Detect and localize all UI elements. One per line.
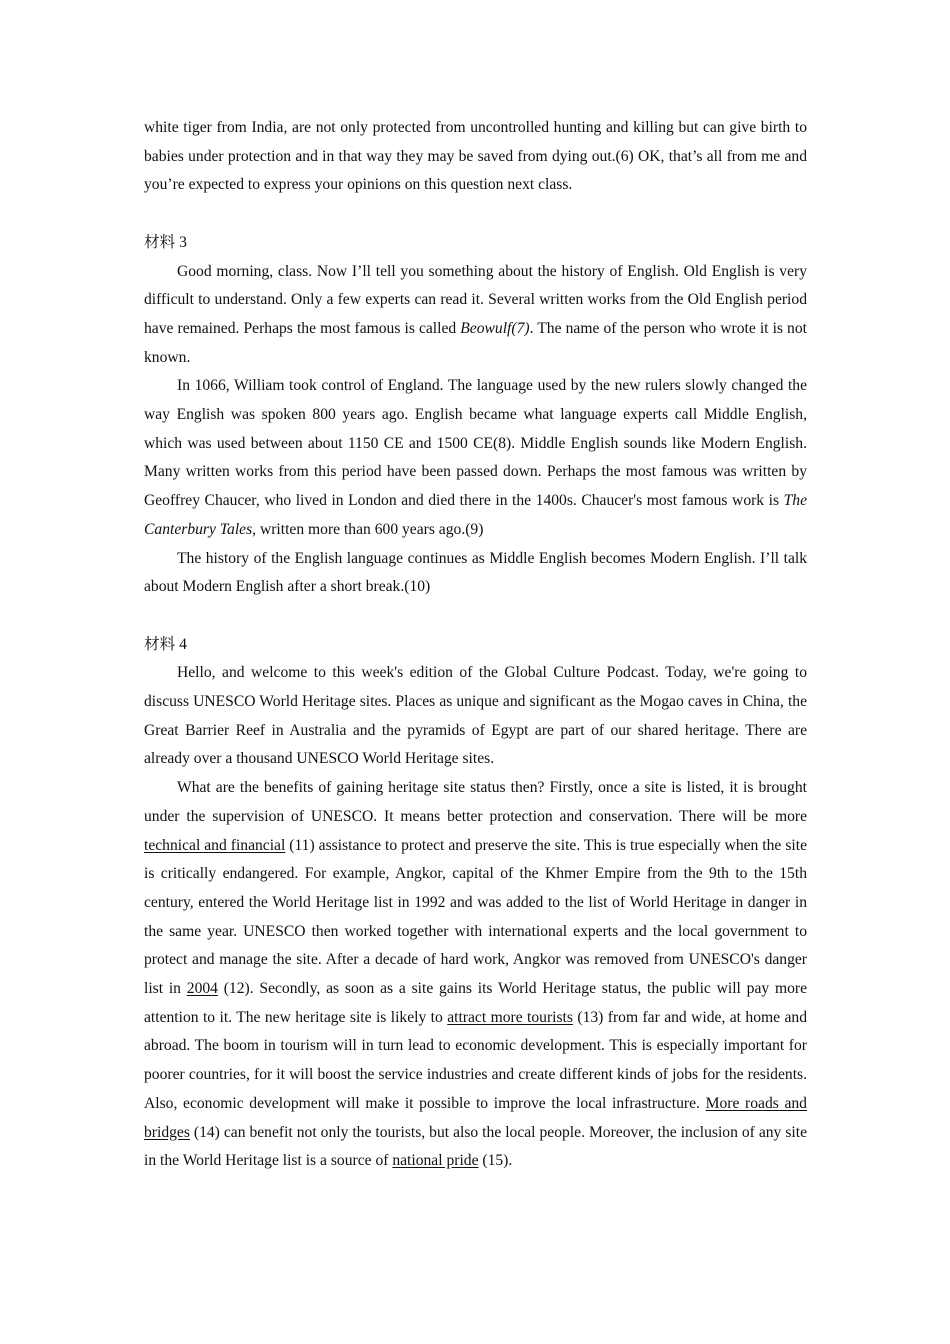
material-3-paragraph-2 <box>144 372 807 544</box>
material-3-paragraph-1 <box>144 258 807 373</box>
section-gap <box>144 602 807 631</box>
text-run: Good morning, class. Now I’ll tell you something about the history of English. Old English is very difficult to understand. Only a few experts can read it. Several written works from the Old English period have remained. Perhaps the most famous is called <box>144 262 807 337</box>
material-3-heading: 材料 3 <box>144 233 187 251</box>
italic-title: The Canterbury Tales <box>144 492 807 538</box>
text-run: . The name of the person who wrote it is not known. <box>144 319 807 366</box>
answer-blank-12: 2004 <box>186 980 218 998</box>
text-run: The history of the English language continues as Middle English becomes Modern English. I’ll talk about Modern English after a short break.(10) <box>144 549 807 596</box>
italic-title: Beowulf(7) <box>460 319 530 337</box>
answer-blank-15: national pride <box>392 1152 479 1170</box>
text-run: In 1066, William took control of England. The language used by the new rulers slowly changed the way English was spoken 800 years ago. English became what language experts call Middle English, which was used between about 1150 CE and 1500 CE(8). Middle English sounds like Modern English. Many written works from this period have been passed down. Perhaps the most famous was written by Geoffrey Chaucer, who lived in London and died there in the 1400s. Chaucer's most famous work is <box>144 377 807 510</box>
answer-blank-14: More roads and bridges <box>144 1094 807 1141</box>
answer-blank-13: attract more tourists <box>447 1008 573 1026</box>
material-4-heading: 材料 4 <box>144 635 187 653</box>
intro-continuation-paragraph <box>144 114 807 200</box>
text-run: Hello, and welcome to this week's edition of the Global Culture Podcast. Today, we're going to discuss UNESCO World Heritage sites. Places as unique and significant as the Mogao caves in China, the Great Barrier Reef in Australia and the pyramids of Egypt are part of our shared heritage. There are already over a thousand UNESCO World Heritage sites. <box>144 664 807 768</box>
material-4-paragraph-2 <box>144 774 807 1176</box>
text-run: (14) can benefit not only the tourists, but also the local people. Moreover, the inclusion of any site in the World Heritage list is a source of <box>144 1123 807 1170</box>
text-run: (11) assistance to protect and preserve the site. This is true especially when the site is critically endangered. For example, Angkor, capital of the Khmer Empire from the 9th to the 15th century, entered the World Heritage list in 1992 and was added to the list of World Heritage in danger in the same year. UNESCO then worked together with international experts and the local government to protect and manage the site. After a decade of hard work, Angkor was removed from UNESCO's danger list in <box>144 836 807 998</box>
material-4-paragraph-1 <box>144 659 807 774</box>
document-page <box>144 114 807 1176</box>
material-4-section <box>144 631 807 1176</box>
text-run: (13) from far and wide, at home and abroad. The boom in tourism will in turn lead to economic development. This is especially important for poorer countries, for it will boost the service industries and create different kinds of jobs for the residents. Also, economic development will make it possible to improve the local infrastructure. <box>144 1008 807 1112</box>
material-3-section <box>144 229 807 602</box>
section-gap <box>144 200 807 229</box>
material-3-paragraph-3 <box>144 545 807 602</box>
answer-blank-11: technical and financial <box>144 836 286 854</box>
text-run: (12). Secondly, as soon as a site gains its World Heritage status, the public will pay more attention to it. The new heritage site is likely to <box>144 980 807 1026</box>
intro-text: white tiger from India, are not only protected from uncontrolled hunting and killing but can give birth to babies under protection and in that way they may be saved from dying out.(6) OK, that’s all from me and you’re expected to express your opinions on this question next class. <box>144 119 807 194</box>
text-run: , written more than 600 years ago.(9) <box>252 520 484 538</box>
text-run: What are the benefits of gaining heritage site status then? Firstly, once a site is listed, it is brought under the supervision of UNESCO. It means better protection and conservation. There will be more <box>144 779 807 825</box>
text-run: (15). <box>478 1152 513 1170</box>
